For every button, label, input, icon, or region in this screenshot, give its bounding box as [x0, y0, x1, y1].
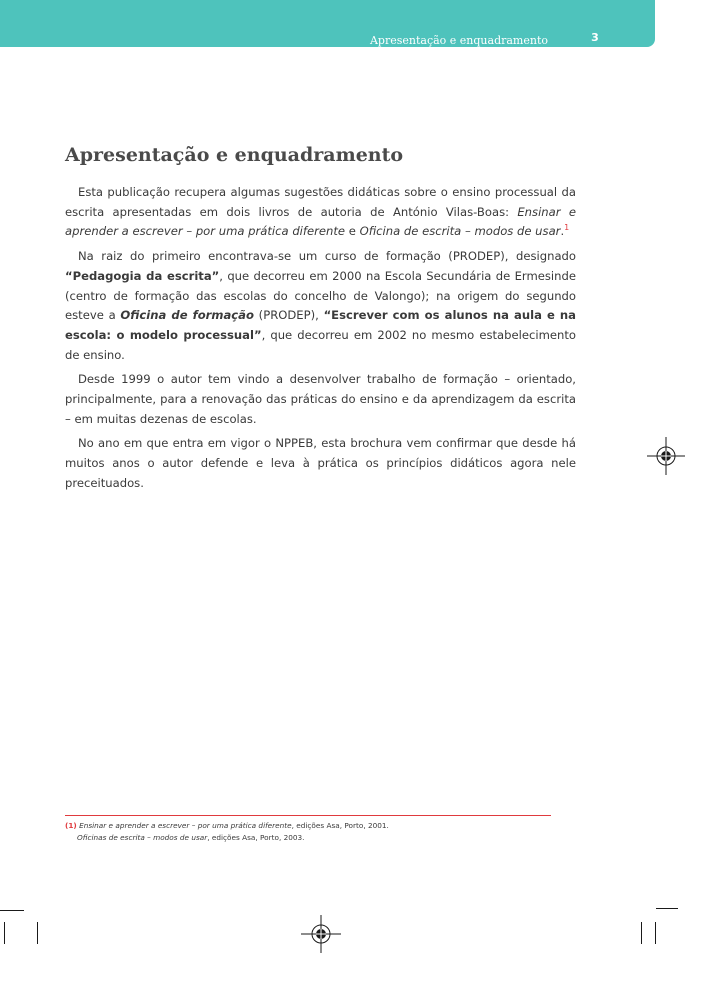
crop-mark-right-vertical-2 [655, 922, 656, 944]
p2-text-2: , que decorreu em 2000 na Escola Secundária de Ermesinde (centro de formação das escolas do concelho de Valongo); na origem do segundo esteve a [65, 268, 576, 323]
p1-book-title-1: Ensinar e aprender a escrever – por uma prática diferente [65, 204, 576, 239]
p2-course-name: “Pedagogia da escrita” [65, 268, 220, 283]
paragraph-1 [65, 183, 576, 242]
running-title: Apresentação e enquadramento [369, 34, 548, 47]
page-title: Apresentação e enquadramento [65, 144, 404, 166]
p1-text-conj: e [345, 224, 360, 239]
paragraph-4: No ano em que entra em vigor o NPPEB, esta brochura vem confirmar que desde há muitos anos o autor defende e leva à prática os princípios didáticos agora nele preceituados. [65, 436, 576, 490]
crop-mark-left-vertical-1 [4, 922, 5, 944]
crop-mark-left-vertical-2 [37, 922, 38, 944]
paragraph-2 [65, 247, 576, 365]
footnote-title-2: Oficinas de escrita – modos de usar [77, 833, 208, 842]
registration-mark-icon [647, 437, 685, 475]
p2-text-end: , que decorreu em 2002 no mesmo estabelecimento de ensino. [65, 327, 576, 362]
paragraph-3: Desde 1999 o autor tem vindo a desenvolver trabalho de formação – orientado, principalmente, para a renovação das práticas do ensino e da aprendizagem da escrita – em muitas dezenas de escolas. [65, 372, 576, 426]
footnote-1-line-2 [65, 832, 565, 844]
page-number: 3 [591, 31, 599, 44]
footnote-title-1: Ensinar e aprender a escrever – por uma prática diferente [79, 821, 292, 830]
footnote-rule [65, 815, 551, 816]
p1-book-title-2: Oficina de escrita – modos de usar [359, 224, 561, 239]
crop-mark-left-horizontal [0, 910, 24, 911]
footnotes [65, 820, 565, 844]
p2-text: Na raiz do primeiro encontrava-se um curso de formação (PRODEP), designado [78, 249, 576, 264]
crop-mark-right-horizontal [656, 908, 678, 909]
registration-mark-bottom-icon [301, 915, 341, 953]
footnote-number: (1) [65, 821, 77, 830]
footnote-rest-2: , edições Asa, Porto, 2003. [207, 833, 305, 842]
p1-text: Esta publicação recupera algumas sugestões didáticas sobre o ensino processual da escrita apresentadas em dois livros de autoria de António Vilas-Boas: [65, 185, 576, 219]
crop-mark-right-vertical-1 [641, 922, 642, 944]
footnote-1 [65, 820, 565, 832]
p2-workshop: Oficina de formação [120, 308, 254, 323]
p2-text-3: (PRODEP), [253, 308, 324, 323]
footnote-rest-1: , edições Asa, Porto, 2001. [291, 821, 389, 830]
p2-workshop-name: “Escrever com os alunos na aula e na escola: o modelo processual” [65, 308, 576, 342]
footnote-ref[interactable]: 1 [564, 223, 570, 233]
p1-text-end: . [560, 224, 565, 239]
article-body [65, 183, 576, 499]
